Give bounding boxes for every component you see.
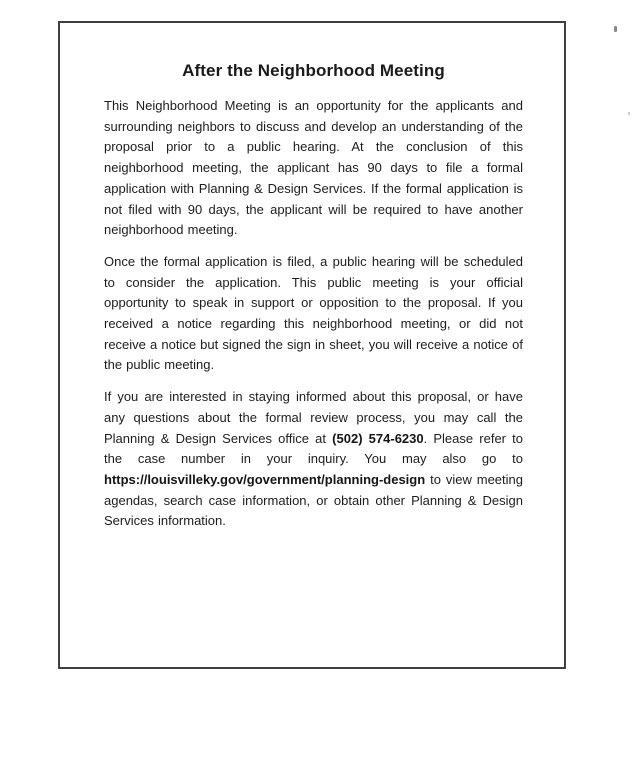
paragraph-contact-info: [104, 387, 523, 532]
paragraph-public-hearing: Once the formal application is filed, a public hearing will be scheduled to consider the application. This public meeting is your official opportunity to speak in support or opposition to the proposal. If you received a notice regarding this neighborhood meeting, or did not receive a notice but signed the sign in sheet, you will receive a notice of the public meeting.: [104, 253, 523, 373]
scan-artifact: [628, 112, 630, 115]
document-border-frame: [58, 21, 566, 669]
website-url: https://louisvilleky.gov/government/planning-design: [104, 471, 426, 487]
contact-text-tail: to view meeting agendas, search case information, or obtain other Planning & Design Services information.: [104, 471, 523, 529]
contact-text-lead: If you are interested in staying informed about this proposal, or have any questions about the formal review process, you may call the Planning & Design Services office at: [104, 389, 523, 446]
scan-artifact: [614, 26, 617, 32]
phone-number: (502) 574-6230: [332, 430, 424, 446]
paragraph-neighborhood-meeting: This Neighborhood Meeting is an opportunity for the applicants and surrounding neighbors to discuss and develop an understanding of the proposal prior to a public hearing. At the conclusion of this neighborhood meeting, the applicant has 90 days to file a formal application with Planning & Design Services. If the formal application is not filed with 90 days, the applicant will be required to have another neighborhood meeting.: [104, 98, 523, 238]
document-title: After the Neighborhood Meeting: [182, 61, 445, 80]
contact-text-middle: . Please refer to the case number in your inquiry. You may also go to: [104, 430, 523, 467]
